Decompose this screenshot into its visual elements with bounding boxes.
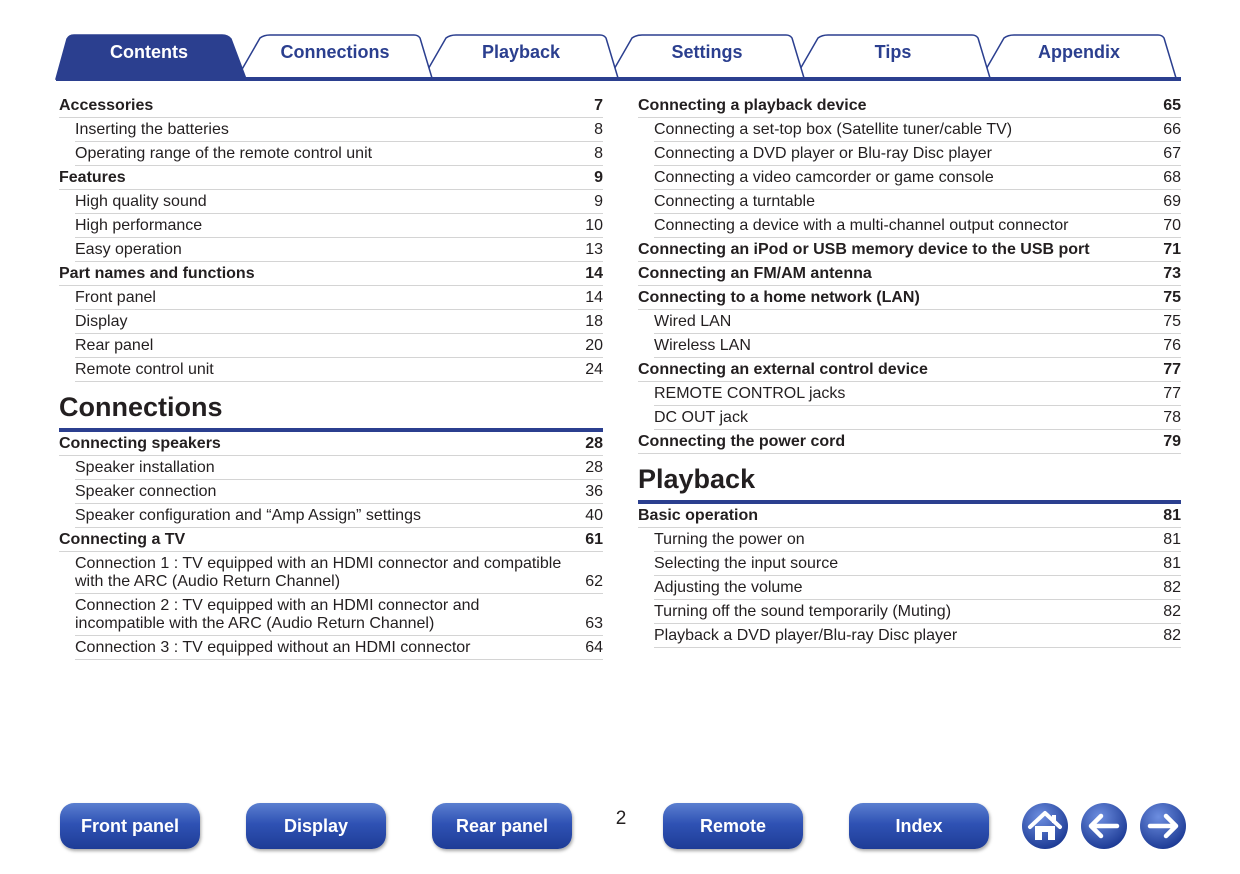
toc-entry-page: 73 [1163, 265, 1181, 282]
toc-entry-title: Connecting a playback device [638, 97, 867, 114]
toc-entry-title: Adjusting the volume [654, 579, 803, 596]
toc-entry-sub[interactable] [654, 142, 1181, 166]
toc-entry-title: Connecting the power cord [638, 433, 846, 450]
toc-entry-title: Playback a DVD player/Blu-ray Disc player [654, 627, 958, 644]
toc-entry-page: 61 [585, 531, 603, 548]
toc-entry-title: Connecting an FM/AM antenna [638, 265, 872, 282]
toc-entry-main[interactable] [638, 94, 1181, 118]
toc-entry-title: Basic operation [638, 507, 759, 524]
toc-entry-page: 81 [1163, 555, 1181, 572]
tab-contents[interactable]: Contents [110, 42, 188, 62]
toc-entry-page: 14 [585, 265, 603, 282]
toc-entry-sub[interactable] [75, 118, 603, 142]
toc-entry-title: Connecting an external control device [638, 361, 928, 378]
toc-entry-main[interactable] [638, 430, 1181, 454]
toc-entry-page: 67 [1163, 145, 1181, 162]
toc-entry-page: 68 [1163, 169, 1181, 186]
toc-left-column [59, 94, 603, 660]
toc-entry-page: 28 [585, 459, 603, 476]
toc-entry-title: Remote control unit [75, 361, 214, 378]
toc-entry-title: DC OUT jack [654, 409, 748, 426]
toc-entry-page: 10 [585, 217, 603, 234]
toc-entry-page: 8 [594, 121, 603, 138]
toc-entry-title: Wireless LAN [654, 337, 751, 354]
toc-entry-title: Connecting an iPod or USB memory device to the USB port [638, 241, 1090, 258]
toc-entry-page: 79 [1163, 433, 1181, 450]
toc-entry-sub[interactable] [75, 310, 603, 334]
toc-entry-title: Inserting the batteries [75, 121, 229, 138]
toc-entry-page: 82 [1163, 579, 1181, 596]
toc-entry-title: Features [59, 169, 126, 186]
toc-entry-title: Part names and functions [59, 265, 255, 282]
forward-button[interactable] [1139, 802, 1187, 850]
remote-button[interactable]: Remote [663, 803, 803, 849]
tab-appendix[interactable]: Appendix [1037, 42, 1120, 62]
toc-entry-page: 40 [585, 507, 603, 524]
toc-entry-sub[interactable] [654, 334, 1181, 358]
toc-entry-title: Display [75, 313, 128, 330]
toc-entry-main[interactable] [59, 166, 603, 190]
toc-entry-title: Connecting to a home network (LAN) [638, 289, 920, 306]
toc-entry-page: 77 [1163, 361, 1181, 378]
display-button[interactable]: Display [246, 803, 386, 849]
page-number: 2 [615, 808, 627, 829]
toc-entry-main[interactable] [638, 286, 1181, 310]
toc-entry-sub[interactable] [75, 552, 603, 594]
toc-entry-sub[interactable] [75, 286, 603, 310]
toc-entry-sub[interactable] [654, 600, 1181, 624]
toc-entry-sub[interactable] [654, 552, 1181, 576]
toc-entry-sub[interactable] [654, 214, 1181, 238]
toc-entry-title: High performance [75, 217, 203, 234]
toc-entry-sub[interactable] [75, 456, 603, 480]
toc-entry-sub[interactable] [75, 594, 603, 636]
toc-entry-sub[interactable] [654, 190, 1181, 214]
tab-bar-shapes [0, 0, 1240, 82]
toc-entry-title: REMOTE CONTROL jacks [654, 385, 846, 402]
toc-entry-page: 77 [1163, 385, 1181, 402]
toc-entry-page: 81 [1163, 531, 1181, 548]
toc-entry-page: 9 [594, 169, 603, 186]
toc-intro-list [59, 94, 603, 382]
toc-right-column [638, 94, 1181, 648]
toc-entry-title: Connection 3 : TV equipped without an HDMI connector [75, 639, 471, 656]
toc-entry-page: 78 [1163, 409, 1181, 426]
toc-connections-list [59, 432, 603, 660]
toc-entry-title: Connecting a turntable [654, 193, 815, 210]
toc-entry-page: 13 [585, 241, 603, 258]
toc-entry-sub[interactable] [75, 480, 603, 504]
toc-entry-page: 81 [1163, 507, 1181, 524]
toc-entry-page: 82 [1163, 603, 1181, 620]
toc-entry-main[interactable] [59, 528, 603, 552]
toc-entry-sub[interactable] [75, 142, 603, 166]
toc-entry-main[interactable] [638, 238, 1181, 262]
toc-entry-page: 9 [594, 193, 603, 210]
tab-playback[interactable]: Playback [481, 42, 561, 62]
toc-entry-page: 63 [585, 615, 603, 632]
toc-entry-page: 75 [1163, 289, 1181, 306]
toc-entry-sub[interactable] [75, 238, 603, 262]
toc-entry-page: 20 [585, 337, 603, 354]
toc-entry-title: Turning off the sound temporarily (Muting) [654, 603, 952, 620]
toc-entry-page: 82 [1163, 627, 1181, 644]
toc-entry-page: 66 [1163, 121, 1181, 138]
section-title-playback: Playback [638, 464, 1181, 504]
toc-entry-title: Connection 1 : TV equipped with an HDMI connector and compatible with the ARC (Audio Return Channel) [75, 555, 562, 590]
toc-entry-main[interactable] [638, 504, 1181, 528]
toc-entry-title: Connecting a device with a multi-channel output connector [654, 217, 1069, 234]
front-panel-button[interactable]: Front panel [60, 803, 200, 849]
toc-entry-page: 70 [1163, 217, 1181, 234]
toc-entry-main[interactable] [59, 432, 603, 456]
toc-entry-main[interactable] [638, 358, 1181, 382]
toc-entry-title: High quality sound [75, 193, 207, 210]
toc-entry-page: 36 [585, 483, 603, 500]
toc-entry-page: 24 [585, 361, 603, 378]
toc-entry-page: 14 [585, 289, 603, 306]
toc-entry-title: Accessories [59, 97, 154, 114]
toc-entry-page: 64 [585, 639, 603, 656]
tab-settings[interactable]: Settings [671, 42, 743, 62]
toc-entry-page: 76 [1163, 337, 1181, 354]
toc-entry-sub[interactable] [654, 624, 1181, 648]
toc-entry-title: Front panel [75, 289, 156, 306]
toc-entry-title: Wired LAN [654, 313, 732, 330]
home-button[interactable] [1021, 802, 1069, 850]
toc-entry-sub[interactable] [75, 214, 603, 238]
toc-entry-page: 65 [1163, 97, 1181, 114]
toc-entry-title: Connecting a set-top box (Satellite tuner/cable TV) [654, 121, 1013, 138]
section-title-connections: Connections [59, 392, 603, 432]
toc-entry-page: 62 [585, 573, 603, 590]
toc-entry-title: Speaker connection [75, 483, 217, 500]
toc-entry-sub[interactable] [75, 334, 603, 358]
toc-entry-title: Connecting speakers [59, 435, 221, 452]
toc-entry-sub[interactable] [75, 504, 603, 528]
toc-connections-continued-list [638, 94, 1181, 454]
toc-entry-sub[interactable] [654, 310, 1181, 334]
toc-entry-title: Connecting a DVD player or Blu-ray Disc player [654, 145, 992, 162]
rear-panel-button[interactable]: Rear panel [432, 803, 572, 849]
toc-entry-sub[interactable] [654, 528, 1181, 552]
toc-entry-title: Operating range of the remote control unit [75, 145, 373, 162]
toc-entry-title: Connecting a TV [59, 531, 186, 548]
toc-entry-title: Speaker installation [75, 459, 215, 476]
toc-entry-sub[interactable] [654, 166, 1181, 190]
toc-entry-main[interactable] [59, 94, 603, 118]
toc-entry-page: 28 [585, 435, 603, 452]
toc-playback-list [638, 504, 1181, 648]
toc-entry-main[interactable] [59, 262, 603, 286]
toc-entry-page: 69 [1163, 193, 1181, 210]
toc-entry-sub[interactable] [75, 190, 603, 214]
toc-entry-sub[interactable] [654, 576, 1181, 600]
toc-entry-title: Speaker configuration and “Amp Assign” settings [75, 507, 421, 524]
toc-entry-sub[interactable] [75, 358, 603, 382]
toc-entry-title: Rear panel [75, 337, 154, 354]
toc-entry-sub[interactable] [654, 118, 1181, 142]
toc-entry-page: 71 [1163, 241, 1181, 258]
toc-entry-page: 75 [1163, 313, 1181, 330]
toc-entry-title: Connecting a video camcorder or game console [654, 169, 994, 186]
toc-entry-sub[interactable] [654, 406, 1181, 430]
toc-entry-page: 8 [594, 145, 603, 162]
toc-entry-sub[interactable] [75, 636, 603, 660]
toc-entry-sub[interactable] [654, 382, 1181, 406]
tab-bar [0, 0, 1240, 82]
tab-tips[interactable]: Tips [874, 42, 912, 62]
toc-entry-title: Easy operation [75, 241, 182, 258]
toc-entry-main[interactable] [638, 262, 1181, 286]
toc-entry-title: Turning the power on [654, 531, 805, 548]
toc-entry-title: Selecting the input source [654, 555, 839, 572]
tab-connections[interactable]: Connections [280, 42, 390, 62]
tab-baseline [56, 77, 1181, 81]
toc-entry-title: Connection 2 : TV equipped with an HDMI connector and incompatible with the ARC (Audio Return Channel) [75, 597, 480, 632]
back-button[interactable] [1080, 802, 1128, 850]
toc-entry-page: 7 [594, 97, 603, 114]
index-button[interactable]: Index [849, 803, 989, 849]
toc-entry-page: 18 [585, 313, 603, 330]
